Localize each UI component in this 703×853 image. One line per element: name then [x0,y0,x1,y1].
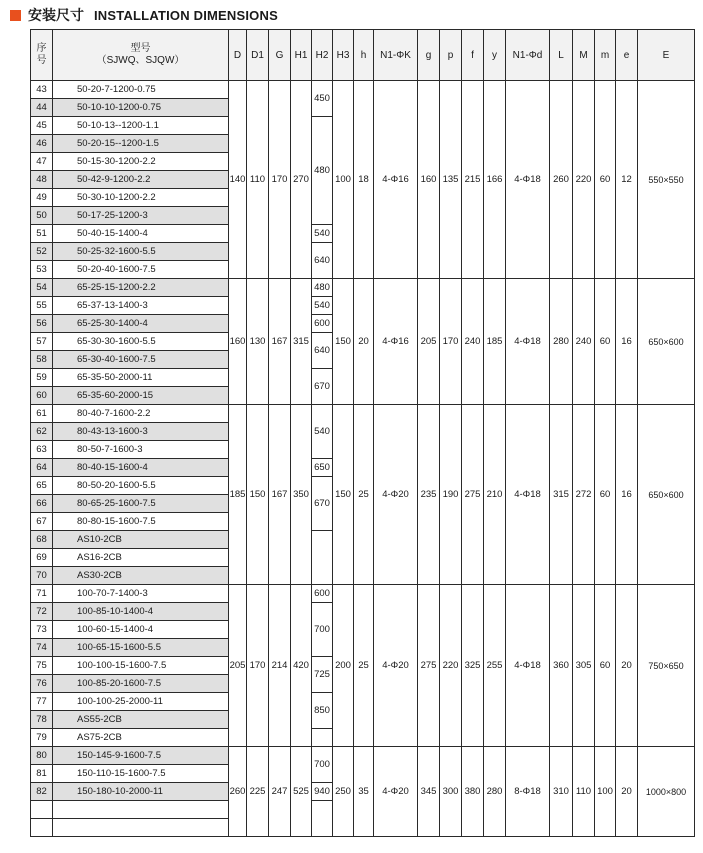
cell-m: 272 [573,405,595,585]
header-h2: H2 [312,30,333,81]
row-number: 43 [31,81,53,99]
cell-n1d: 4-Φ18 [506,81,550,279]
cell-h2: 700 [312,603,333,657]
row-number: 59 [31,369,53,387]
row-number: 64 [31,459,53,477]
dimensions-table [30,29,695,837]
cell-g: 167 [269,279,291,405]
row-number: 66 [31,495,53,513]
header-d: D [229,30,247,81]
cell-h3: 150 [333,405,354,585]
row-model: 50-42-9-1200-2.2 [53,171,229,189]
cell-d: 205 [229,585,247,747]
cell-h2: 670 [312,477,333,531]
cell-h1: 420 [291,585,312,747]
cell-e: 12 [616,81,638,279]
cell-m: 240 [573,279,595,405]
cell-h2 [312,531,333,585]
cell-g: 170 [269,81,291,279]
cell-d: 160 [229,279,247,405]
row-model: 100-85-20-1600-7.5 [53,675,229,693]
header-g: g [418,30,440,81]
table-row [31,405,695,423]
row-model: AS16-2CB [53,549,229,567]
row-model: 65-25-30-1400-4 [53,315,229,333]
cell-g: 275 [418,585,440,747]
cell-h1: 350 [291,405,312,585]
cell-y: 185 [484,279,506,405]
cell-d1: 130 [247,279,269,405]
row-number: 79 [31,729,53,747]
cell-n1k: 4-Φ20 [374,405,418,585]
cell-l: 260 [550,81,573,279]
cell-n1d: 4-Φ18 [506,279,550,405]
cell-h2: 640 [312,333,333,369]
cell-p: 300 [440,747,462,837]
row-model: 150-145-9-1600-7.5 [53,747,229,765]
cell-h3: 150 [333,279,354,405]
row-model: 50-20-7-1200-0.75 [53,81,229,99]
cell-n1d: 8-Φ18 [506,747,550,837]
header-p: p [440,30,462,81]
cell-m: 100 [595,747,616,837]
cell-h2: 540 [312,405,333,459]
header-n1d: N1-Φd [506,30,550,81]
row-number: 81 [31,765,53,783]
row-model: 100-100-25-2000-11 [53,693,229,711]
cell-d1: 170 [247,585,269,747]
row-model: 50-17-25-1200-3 [53,207,229,225]
row-number [31,801,53,819]
cell-h: 35 [354,747,374,837]
row-number: 62 [31,423,53,441]
row-number: 55 [31,297,53,315]
cell-h2: 725 [312,657,333,693]
header-h1: H1 [291,30,312,81]
row-number: 51 [31,225,53,243]
cell-h2: 600 [312,315,333,333]
row-number: 57 [31,333,53,351]
row-model: 65-35-60-2000-15 [53,387,229,405]
row-number: 50 [31,207,53,225]
row-number: 44 [31,99,53,117]
row-model: 50-15-30-1200-2.2 [53,153,229,171]
row-number: 61 [31,405,53,423]
cell-h1: 270 [291,81,312,279]
cell-h3: 100 [333,81,354,279]
row-number: 80 [31,747,53,765]
cell-m: 60 [595,81,616,279]
row-number: 76 [31,675,53,693]
cell-n1d: 4-Φ18 [506,405,550,585]
cell-d1: 225 [247,747,269,837]
row-number: 70 [31,567,53,585]
cell-h2: 650 [312,459,333,477]
row-number: 67 [31,513,53,531]
cell-h: 25 [354,405,374,585]
row-number: 75 [31,657,53,675]
cell-h2: 700 [312,747,333,783]
header-y: y [484,30,506,81]
header-m: M [573,30,595,81]
header-h: h [354,30,374,81]
cell-p: 170 [440,279,462,405]
row-model: AS75-2CB [53,729,229,747]
cell-h: 20 [354,279,374,405]
cell-l: 360 [550,585,573,747]
cell-n1k: 4-Φ20 [374,747,418,837]
row-number: 78 [31,711,53,729]
cell-h2: 480 [312,279,333,297]
cell-e: 550×550 [638,81,695,279]
row-model [53,819,229,837]
cell-d: 140 [229,81,247,279]
cell-p: 135 [440,81,462,279]
row-model: 80-40-15-1600-4 [53,459,229,477]
cell-n1k: 4-Φ20 [374,585,418,747]
cell-g: 205 [418,279,440,405]
cell-d: 185 [229,405,247,585]
header-d1: D1 [247,30,269,81]
cell-f: 380 [462,747,484,837]
cell-e: 16 [616,405,638,585]
cell-y: 280 [484,747,506,837]
cell-h2: 480 [312,117,333,225]
row-model: 100-65-15-1600-5.5 [53,639,229,657]
row-number: 47 [31,153,53,171]
row-number: 58 [31,351,53,369]
cell-m: 60 [595,585,616,747]
header-no: 序 号 [31,30,53,81]
cell-p: 220 [440,585,462,747]
row-model: 65-30-40-1600-7.5 [53,351,229,369]
row-number: 46 [31,135,53,153]
cell-h2: 850 [312,693,333,729]
row-model: 100-85-10-1400-4 [53,603,229,621]
cell-h: 25 [354,585,374,747]
cell-y: 255 [484,585,506,747]
cell-y: 210 [484,405,506,585]
title-cn: 安装尺寸 [28,7,84,23]
row-model: 80-50-20-1600-5.5 [53,477,229,495]
row-model: 80-80-15-1600-7.5 [53,513,229,531]
header-m: m [595,30,616,81]
cell-e: 1000×800 [638,747,695,837]
row-number: 53 [31,261,53,279]
cell-h2 [312,729,333,747]
row-model: 50-25-32-1600-5.5 [53,243,229,261]
header-g: G [269,30,291,81]
table-row [31,81,695,99]
cell-m: 60 [595,405,616,585]
row-model: 50-30-10-1200-2.2 [53,189,229,207]
cell-p: 190 [440,405,462,585]
row-model: 100-60-15-1400-4 [53,621,229,639]
row-number: 54 [31,279,53,297]
header-n1k: N1-ΦK [374,30,418,81]
cell-h2: 670 [312,369,333,405]
cell-g: 235 [418,405,440,585]
row-model: 65-30-30-1600-5.5 [53,333,229,351]
row-number: 63 [31,441,53,459]
cell-e: 650×600 [638,279,695,405]
row-number: 52 [31,243,53,261]
cell-h2: 940 [312,783,333,801]
cell-g: 345 [418,747,440,837]
row-number: 71 [31,585,53,603]
cell-h2: 540 [312,225,333,243]
cell-h1: 315 [291,279,312,405]
cell-e: 20 [616,747,638,837]
cell-h2: 600 [312,585,333,603]
row-number [31,819,53,837]
cell-h: 18 [354,81,374,279]
header-row [31,30,695,81]
cell-d: 260 [229,747,247,837]
row-number: 56 [31,315,53,333]
table-row [31,747,695,765]
row-number: 77 [31,693,53,711]
header-e: E [638,30,695,81]
cell-empty [312,801,333,837]
row-model: AS10-2CB [53,531,229,549]
header-model: 型号 （SJWQ、SJQW） [53,30,229,81]
header-f: f [462,30,484,81]
row-model: AS30-2CB [53,567,229,585]
cell-n1d: 4-Φ18 [506,585,550,747]
cell-l: 310 [550,747,573,837]
row-model: 100-70-7-1400-3 [53,585,229,603]
row-model: 150-110-15-1600-7.5 [53,765,229,783]
cell-l: 315 [550,405,573,585]
header-h3: H3 [333,30,354,81]
row-number: 65 [31,477,53,495]
table-row [31,585,695,603]
row-model: 80-50-7-1600-3 [53,441,229,459]
cell-g: 214 [269,585,291,747]
row-model: AS55-2CB [53,711,229,729]
row-model [53,801,229,819]
cell-m: 220 [573,81,595,279]
header-l: L [550,30,573,81]
cell-g: 160 [418,81,440,279]
header-e: e [616,30,638,81]
cell-f: 240 [462,279,484,405]
cell-m: 60 [595,279,616,405]
table-row [31,279,695,297]
row-model: 50-10-10-1200-0.75 [53,99,229,117]
row-number: 74 [31,639,53,657]
cell-e: 16 [616,279,638,405]
row-model: 50-20-40-1600-7.5 [53,261,229,279]
row-number: 48 [31,171,53,189]
cell-d1: 110 [247,81,269,279]
row-model: 150-180-10-2000-11 [53,783,229,801]
cell-l: 280 [550,279,573,405]
cell-n1k: 4-Φ16 [374,279,418,405]
row-model: 80-65-25-1600-7.5 [53,495,229,513]
cell-m: 110 [573,747,595,837]
orange-square-icon [10,10,21,21]
cell-h2: 540 [312,297,333,315]
cell-y: 166 [484,81,506,279]
cell-h3: 200 [333,585,354,747]
row-number: 45 [31,117,53,135]
row-number: 49 [31,189,53,207]
title-en: INSTALLATION DIMENSIONS [94,7,278,23]
cell-e: 650×600 [638,405,695,585]
row-number: 82 [31,783,53,801]
row-model: 50-10-13--1200-1.1 [53,117,229,135]
cell-h3: 250 [333,747,354,837]
cell-m: 305 [573,585,595,747]
cell-f: 275 [462,405,484,585]
row-model: 50-40-15-1400-4 [53,225,229,243]
row-model: 50-20-15--1200-1.5 [53,135,229,153]
cell-e: 20 [616,585,638,747]
cell-d1: 150 [247,405,269,585]
cell-g: 247 [269,747,291,837]
cell-n1k: 4-Φ16 [374,81,418,279]
row-number: 73 [31,621,53,639]
cell-h1: 525 [291,747,312,837]
row-model: 65-25-15-1200-2.2 [53,279,229,297]
row-model: 65-37-13-1400-3 [53,297,229,315]
cell-h2: 640 [312,243,333,279]
row-model: 80-40-7-1600-2.2 [53,405,229,423]
row-model: 65-35-50-2000-11 [53,369,229,387]
cell-h2: 450 [312,81,333,117]
row-model: 100-100-15-1600-7.5 [53,657,229,675]
row-number: 68 [31,531,53,549]
row-number: 72 [31,603,53,621]
row-number: 69 [31,549,53,567]
cell-f: 215 [462,81,484,279]
row-model: 80-43-13-1600-3 [53,423,229,441]
cell-g: 167 [269,405,291,585]
cell-e: 750×650 [638,585,695,747]
section-title [10,5,278,25]
row-number: 60 [31,387,53,405]
cell-f: 325 [462,585,484,747]
